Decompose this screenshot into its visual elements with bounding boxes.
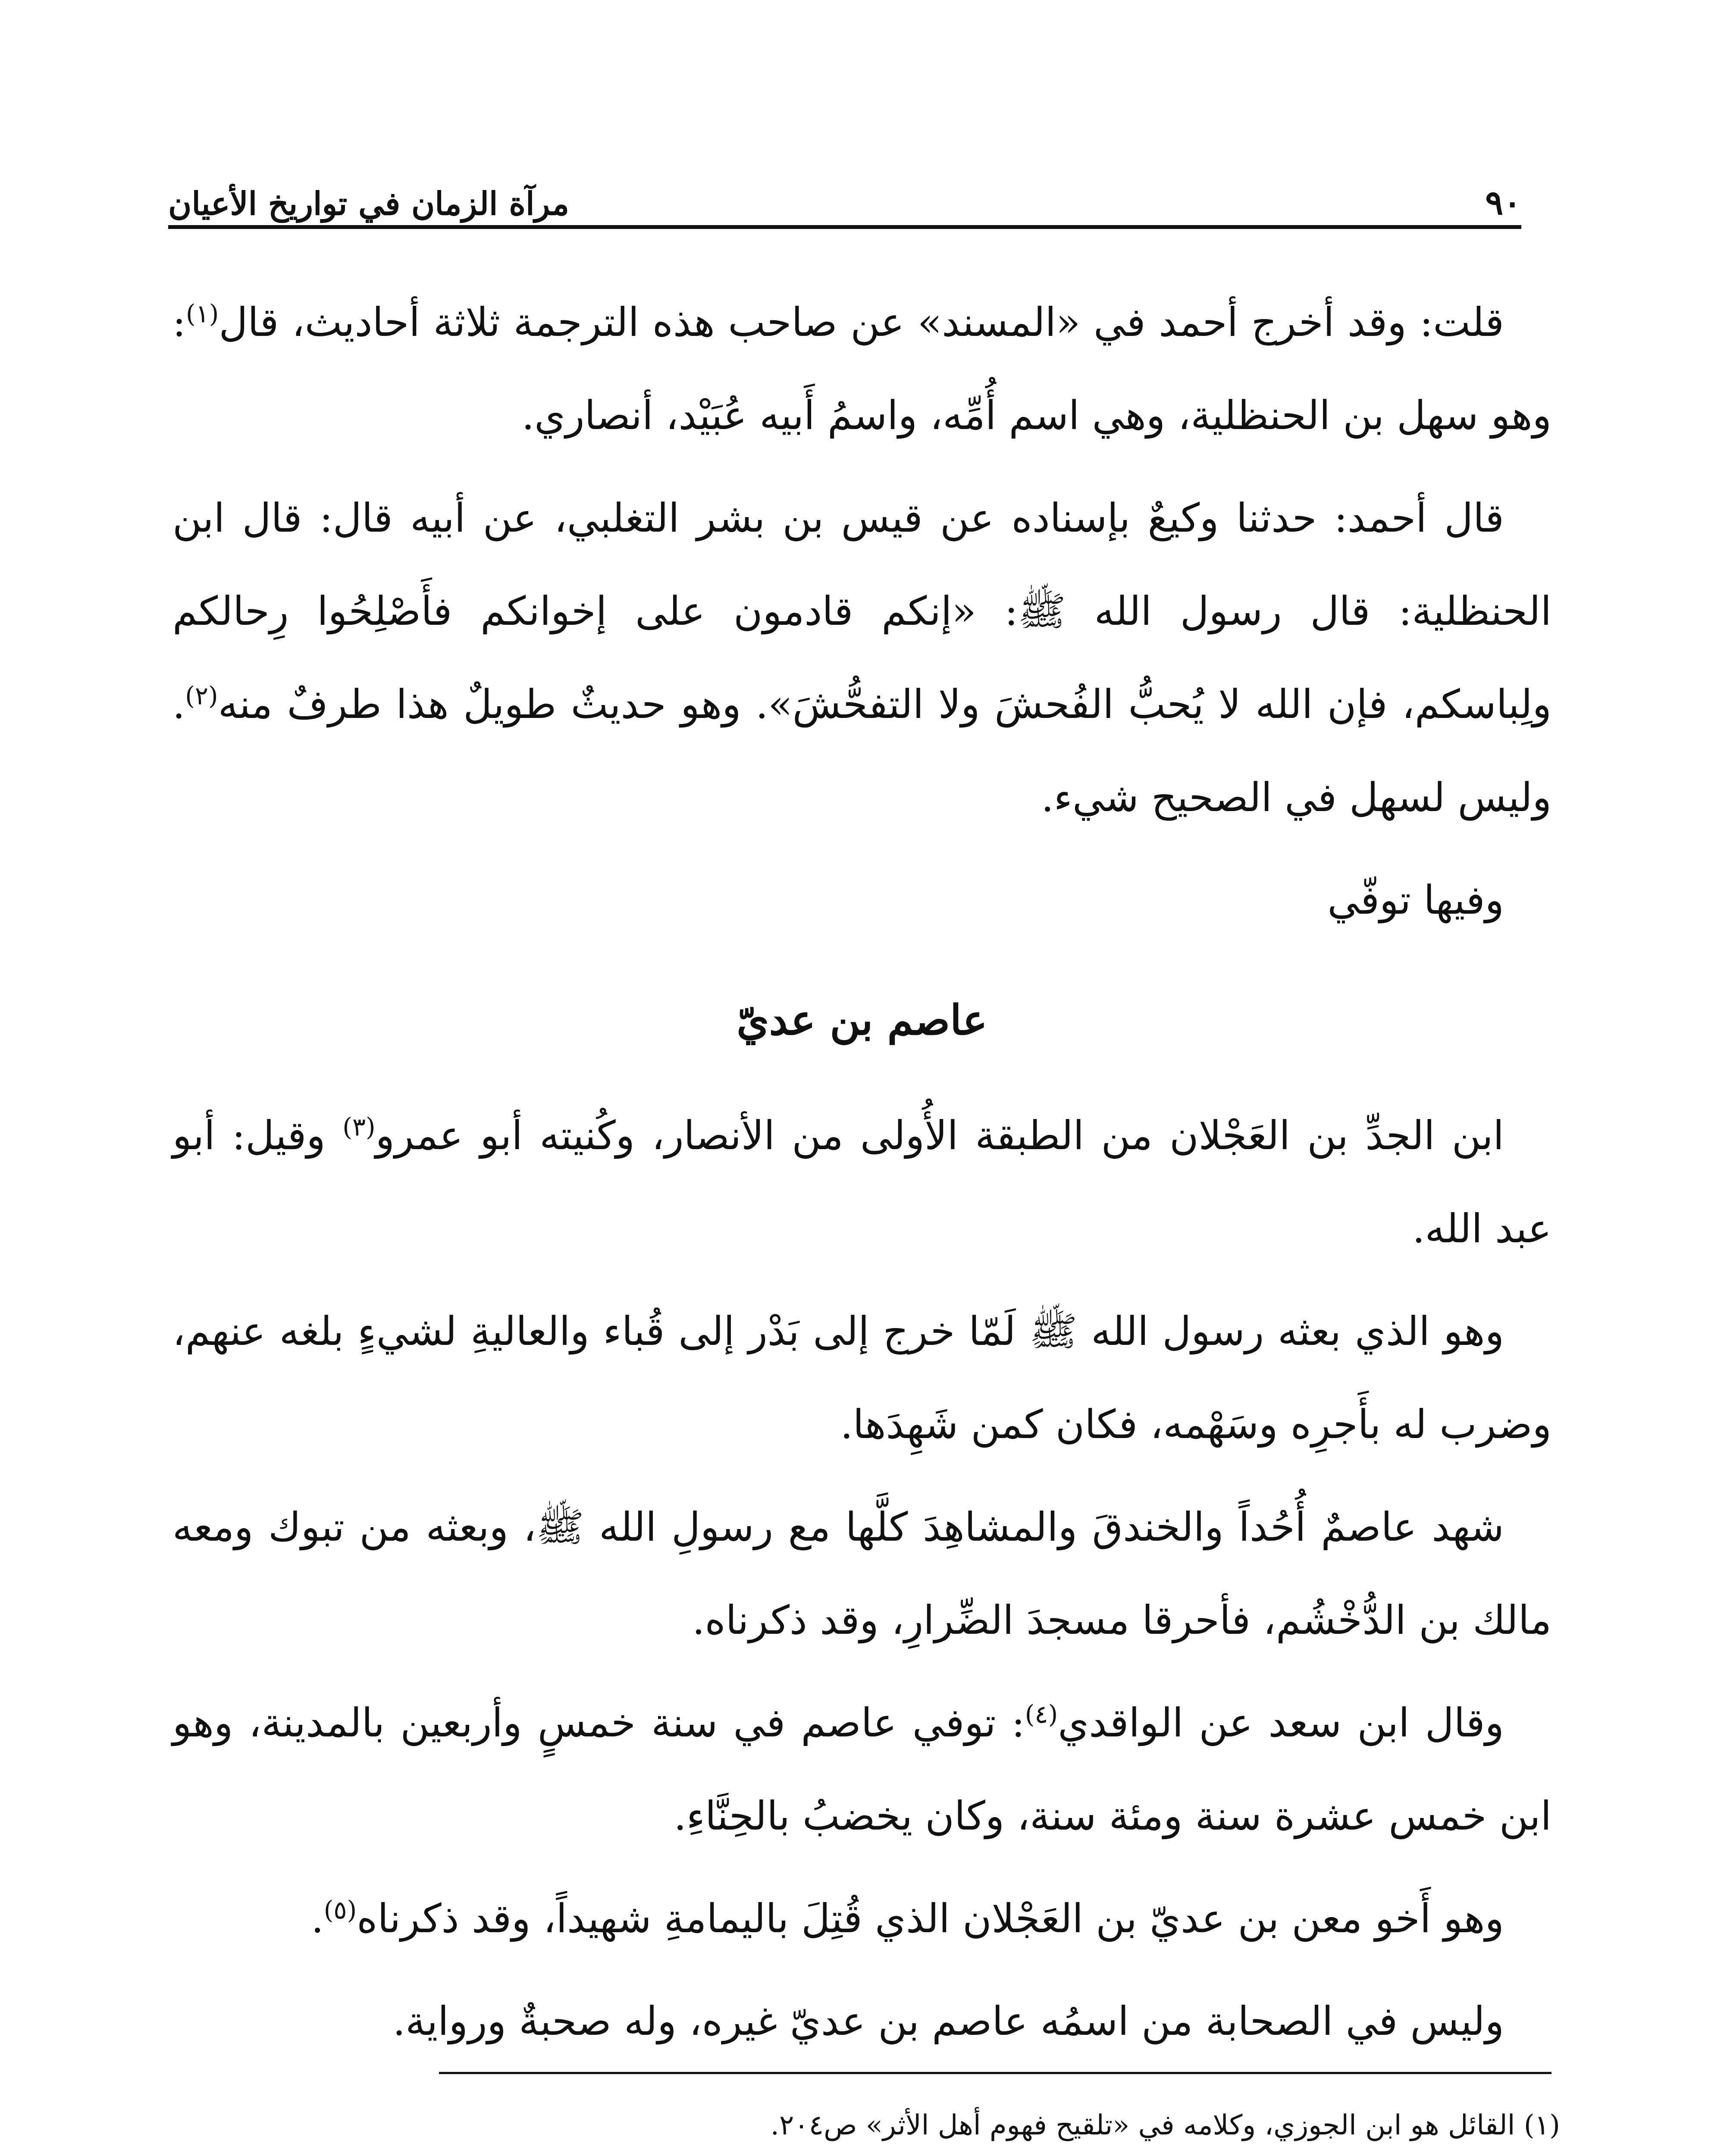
paragraph-6: شهد عاصمٌ أُحُداً والخندقَ والمشاهِدَ كلَّها مع رسولِ الله ﷺ، وبعثه من تبوك ومعه مالك بن الدُّخْشُم، فأحرقا مسجدَ الضِّرارِ، وقد ذكرناه.	[172, 1504, 1552, 1643]
paragraph-1-text: قلت: وقد أخرج أحمد في «المسند» عن صاحب هذه الترجمة ثلاثة أحاديث، قال	[219, 299, 1504, 345]
paragraph-5: وهو الذي بعثه رسول الله ﷺ لَمّا خرج إلى بَدْر إلى قُباء والعاليةِ لشيءٍ بلغه عنهم، وضرب له بأَجرِه وسَهْمه، فكان كمن شَهِدَها.	[172, 1308, 1552, 1448]
footnote-rule	[439, 2072, 1552, 2074]
footnote-ref-3: (٣)	[342, 1112, 376, 1142]
paragraph-8	[172, 1872, 1552, 1965]
paragraph-4-text: ابن الجدِّ بن العَجْلان من الطبقة الأُولى من الأنصار، وكُنيته أبو عمرو	[375, 1112, 1504, 1159]
paragraph-1-tail: : وهو سهل بن الحنظلية، وهي اسم أُمِّه، واسمُ أَبيه عُبَيْد، أنصاري.	[172, 299, 1552, 439]
paragraph-4-tail: وقيل: أبو عبد الله.	[172, 1112, 1552, 1252]
footnote-1: (١) القائل هو ابن الجوزي، وكلامه في «تلقيح فهوم أهل الأثر» ص٢٠٤.	[770, 2109, 1560, 2141]
header-rule	[168, 225, 1521, 229]
paragraph-3: وفيها توفّي	[1327, 877, 1504, 923]
footnote-ref-4: (٤)	[1025, 1699, 1058, 1729]
section-title: عاصم بن عديّ	[737, 996, 987, 1044]
paragraph-8-tail: .	[311, 1896, 324, 1942]
body-text	[172, 276, 1552, 2078]
paragraph-4	[172, 1089, 1552, 1275]
paragraph-7	[172, 1677, 1552, 1863]
paragraph-2-tail: . وليس لسهل في الصحيح شيء.	[172, 681, 1552, 821]
footnote-ref-1: (١)	[186, 299, 219, 329]
footnote-ref-2: (٢)	[185, 681, 218, 711]
paragraph-7-tail: : توفي عاصم في سنة خمسٍ وأربعين بالمدينة، وهو ابن خمس عشرة سنة ومئة سنة، وكان يخضبُ بالحِنَّاءِ.	[172, 1700, 1552, 1839]
book-title: مرآة الزمان في تواريخ الأعيان	[168, 185, 569, 222]
paragraph-7-text: وقال ابن سعد عن الواقدي	[1058, 1700, 1504, 1746]
running-head	[168, 155, 1521, 220]
paragraph-2	[172, 472, 1552, 844]
footnotes	[302, 2096, 1560, 2156]
paragraph-2-text: قال أحمد: حدثنا وكيعٌ بإسناده عن قيس بن بشر التغلبي، عن أبيه قال: قال ابن الحنظلية: قال رسول الله ﷺ: «إنكم قادمون على إخوانكم فأَصْلِحُوا رِحالكم ولِباسكم، فإن الله لا يُحبُّ الفُحشَ ولا التفحُّشَ». وهو حديثٌ طويلٌ هذا طرفٌ منه	[172, 495, 1552, 727]
footnote-ref-5: (٥)	[323, 1895, 357, 1925]
paragraph-1	[172, 276, 1552, 462]
paragraph-8-text: وهو أَخو معن بن عديّ بن العَجْلان الذي قُتِلَ باليمامةِ شهيداً، وقد ذكرناه	[357, 1896, 1504, 1942]
paragraph-9: وليس في الصحابة من اسمُه عاصم بن عديّ غيره، وله صحبةٌ ورواية.	[392, 1998, 1504, 2044]
page-number: ٩٠	[1485, 183, 1521, 222]
